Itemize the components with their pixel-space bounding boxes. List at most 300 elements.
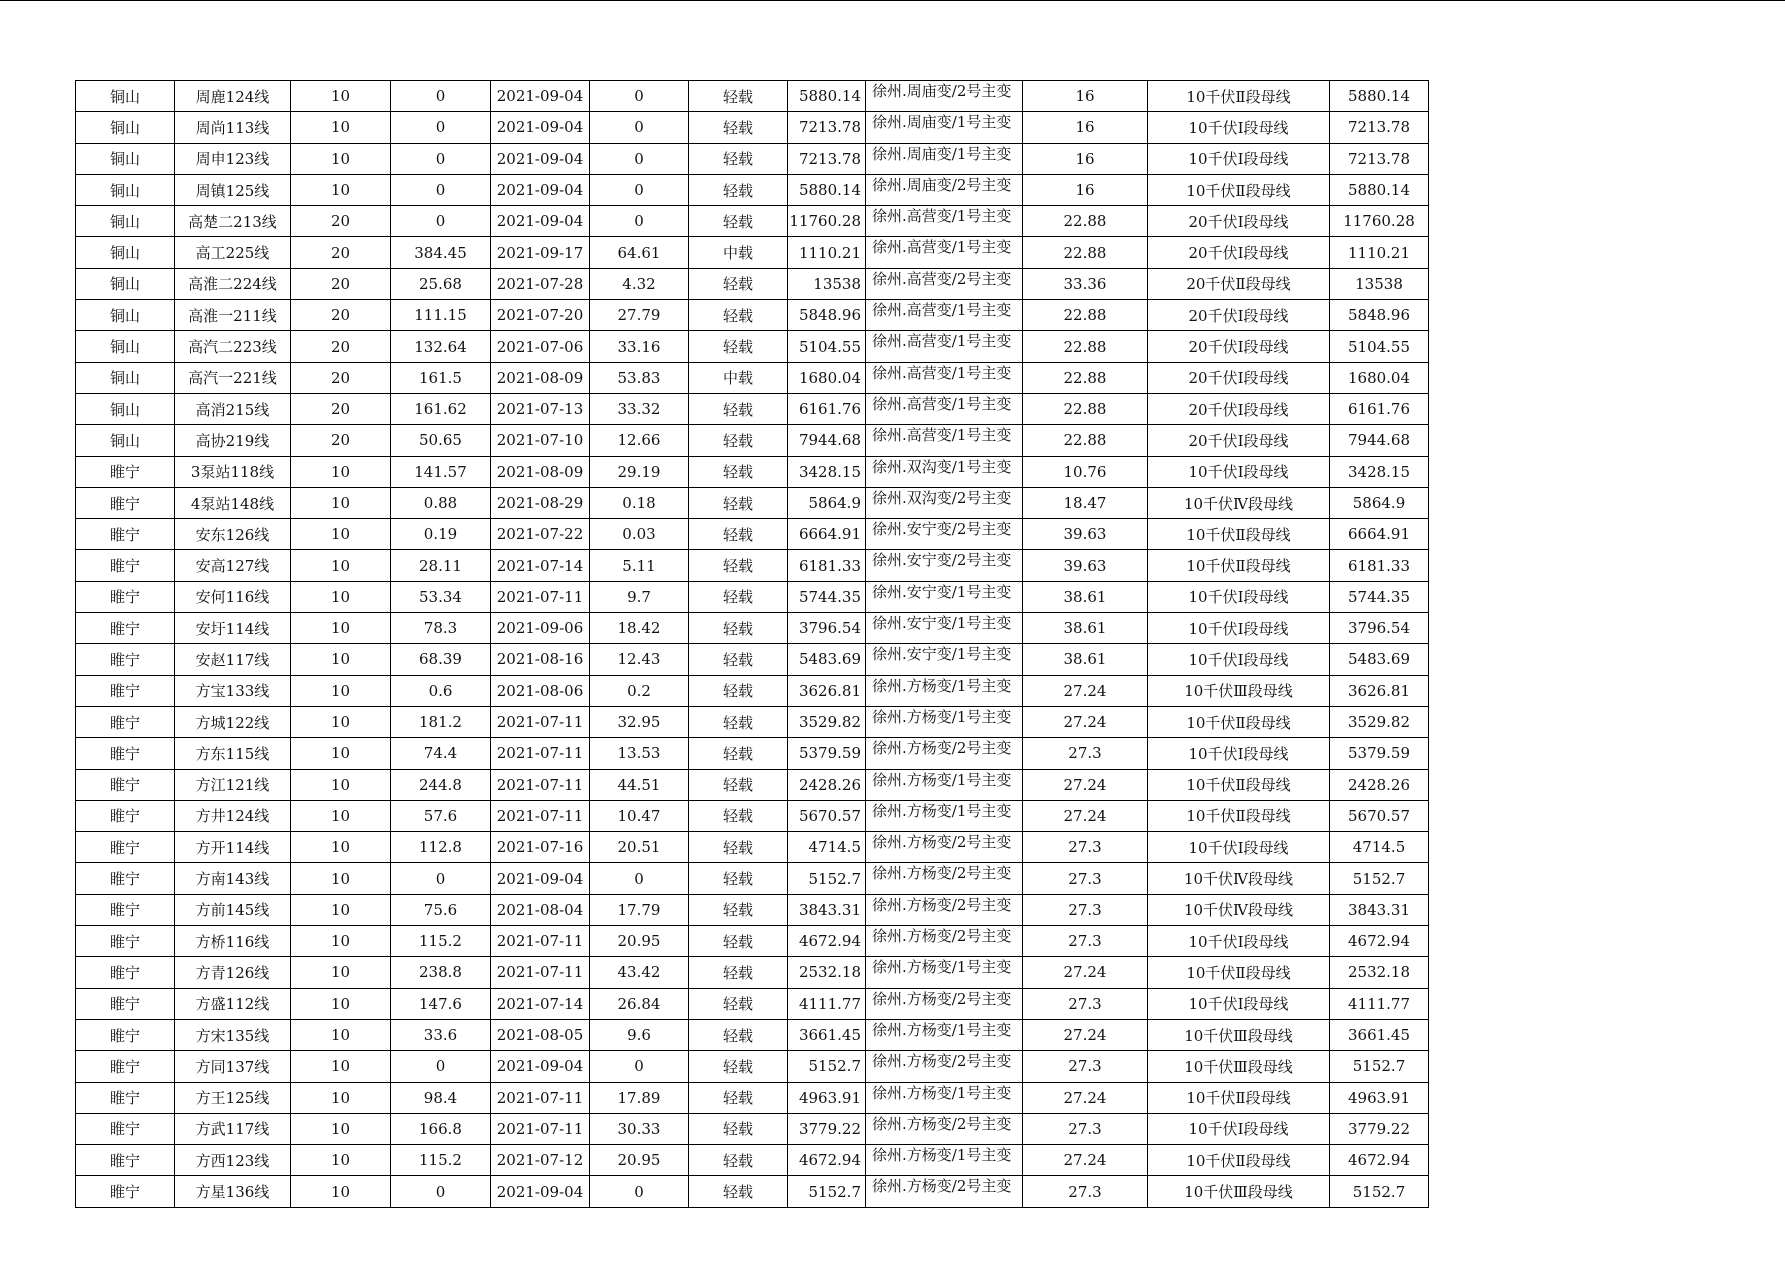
area-cell: 睢宁 [76, 550, 175, 581]
capacity-cell: 5152.7 [788, 1051, 866, 1082]
load-status-cell: 轻载 [689, 1176, 788, 1207]
substation-cell [866, 1176, 1023, 1207]
table-row [76, 957, 1429, 988]
load-status-cell: 中载 [689, 362, 788, 393]
value-cell: 53.34 [391, 581, 491, 612]
date-cell: 2021-09-04 [491, 112, 590, 143]
area-cell: 睢宁 [76, 519, 175, 550]
table-row [76, 644, 1429, 675]
busbar-cell: 10千伏Ⅳ段母线 [1148, 894, 1330, 925]
busbar-cell: 10千伏Ⅱ段母线 [1148, 174, 1330, 205]
table-row [76, 550, 1429, 581]
date-cell: 2021-07-06 [491, 331, 590, 362]
load-status-cell: 轻载 [689, 331, 788, 362]
capacity-cell: 2532.18 [788, 957, 866, 988]
voltage-cell: 20 [291, 425, 391, 456]
table-row [76, 675, 1429, 706]
remaining-capacity-cell: 5104.55 [1330, 331, 1429, 362]
remaining-capacity-cell: 7213.78 [1330, 112, 1429, 143]
busbar-cell: 10千伏Ⅲ段母线 [1148, 1051, 1330, 1082]
line-name-cell: 周镇125线 [175, 174, 291, 205]
date-cell: 2021-07-16 [491, 832, 590, 863]
value-cell: 50.65 [391, 425, 491, 456]
substation-text: 徐州.高营变/1号主变 [872, 207, 1012, 226]
transformer-value-cell: 27.3 [1023, 1176, 1148, 1207]
date-cell: 2021-07-20 [491, 300, 590, 331]
value-cell: 132.64 [391, 331, 491, 362]
capacity-cell: 4672.94 [788, 1145, 866, 1176]
rate-cell: 44.51 [590, 769, 689, 800]
substation-text: 徐州.方杨变/2号主变 [872, 1052, 1012, 1071]
substation-text: 徐州.安宁变/1号主变 [872, 582, 1012, 601]
area-cell: 睢宁 [76, 1051, 175, 1082]
remaining-capacity-cell: 4111.77 [1330, 988, 1429, 1019]
substation-text: 徐州.方杨变/1号主变 [872, 1020, 1012, 1039]
voltage-cell: 10 [291, 769, 391, 800]
capacity-cell: 5744.35 [788, 581, 866, 612]
table-row [76, 425, 1429, 456]
capacity-cell: 6664.91 [788, 519, 866, 550]
remaining-capacity-cell: 4714.5 [1330, 832, 1429, 863]
line-name-cell: 周申123线 [175, 143, 291, 174]
area-cell: 睢宁 [76, 894, 175, 925]
line-name-cell: 3泵站118线 [175, 456, 291, 487]
rate-cell: 20.95 [590, 1145, 689, 1176]
value-cell: 98.4 [391, 1082, 491, 1113]
remaining-capacity-cell: 5864.9 [1330, 487, 1429, 518]
transformer-value-cell: 27.24 [1023, 1019, 1148, 1050]
table-row [76, 706, 1429, 737]
line-name-cell: 安东126线 [175, 519, 291, 550]
remaining-capacity-cell: 5152.7 [1330, 1051, 1429, 1082]
area-cell: 铜山 [76, 425, 175, 456]
rate-cell: 26.84 [590, 988, 689, 1019]
table-row [76, 1019, 1429, 1050]
rate-cell: 0 [590, 863, 689, 894]
capacity-cell: 3796.54 [788, 613, 866, 644]
busbar-cell: 10千伏Ⅲ段母线 [1148, 1176, 1330, 1207]
value-cell: 0.6 [391, 675, 491, 706]
table-row [76, 268, 1429, 299]
value-cell: 141.57 [391, 456, 491, 487]
busbar-cell: 10千伏Ⅰ段母线 [1148, 738, 1330, 769]
date-cell: 2021-09-17 [491, 237, 590, 268]
load-status-cell: 轻载 [689, 393, 788, 424]
substation-text: 徐州.方杨变/2号主变 [872, 1177, 1012, 1196]
remaining-capacity-cell: 11760.28 [1330, 206, 1429, 237]
voltage-cell: 10 [291, 112, 391, 143]
capacity-cell: 11760.28 [788, 206, 866, 237]
date-cell: 2021-07-11 [491, 706, 590, 737]
area-cell: 睢宁 [76, 581, 175, 612]
transformer-value-cell: 22.88 [1023, 425, 1148, 456]
rate-cell: 12.43 [590, 644, 689, 675]
voltage-cell: 10 [291, 581, 391, 612]
substation-text: 徐州.方杨变/1号主变 [872, 1146, 1012, 1165]
busbar-cell: 20千伏Ⅰ段母线 [1148, 237, 1330, 268]
voltage-cell: 10 [291, 1082, 391, 1113]
table-row [76, 206, 1429, 237]
substation-cell [866, 988, 1023, 1019]
transformer-value-cell: 22.88 [1023, 331, 1148, 362]
load-status-cell: 轻载 [689, 957, 788, 988]
transformer-value-cell: 16 [1023, 112, 1148, 143]
rate-cell: 0 [590, 174, 689, 205]
voltage-cell: 10 [291, 487, 391, 518]
voltage-cell: 10 [291, 81, 391, 112]
substation-cell [866, 675, 1023, 706]
remaining-capacity-cell: 7944.68 [1330, 425, 1429, 456]
line-name-cell: 高消215线 [175, 393, 291, 424]
rate-cell: 0 [590, 81, 689, 112]
voltage-cell: 10 [291, 706, 391, 737]
value-cell: 0 [391, 206, 491, 237]
remaining-capacity-cell: 3626.81 [1330, 675, 1429, 706]
area-cell: 睢宁 [76, 706, 175, 737]
rate-cell: 5.11 [590, 550, 689, 581]
transformer-value-cell: 16 [1023, 174, 1148, 205]
busbar-cell: 10千伏Ⅰ段母线 [1148, 581, 1330, 612]
date-cell: 2021-07-11 [491, 800, 590, 831]
line-name-cell: 方宝133线 [175, 675, 291, 706]
date-cell: 2021-09-04 [491, 1051, 590, 1082]
load-status-cell: 轻载 [689, 550, 788, 581]
date-cell: 2021-08-09 [491, 456, 590, 487]
rate-cell: 9.6 [590, 1019, 689, 1050]
remaining-capacity-cell: 7213.78 [1330, 143, 1429, 174]
date-cell: 2021-08-04 [491, 894, 590, 925]
substation-text: 徐州.高营变/1号主变 [872, 394, 1012, 413]
transformer-value-cell: 27.3 [1023, 863, 1148, 894]
table-row [76, 769, 1429, 800]
transformer-value-cell: 22.88 [1023, 393, 1148, 424]
page-top-rule [0, 0, 1785, 1]
substation-cell [866, 581, 1023, 612]
remaining-capacity-cell: 6664.91 [1330, 519, 1429, 550]
capacity-cell: 3626.81 [788, 675, 866, 706]
rate-cell: 0.2 [590, 675, 689, 706]
date-cell: 2021-09-06 [491, 613, 590, 644]
substation-cell [866, 237, 1023, 268]
capacity-cell: 4714.5 [788, 832, 866, 863]
line-name-cell: 周鹿124线 [175, 81, 291, 112]
table-row [76, 1145, 1429, 1176]
rate-cell: 33.32 [590, 393, 689, 424]
voltage-cell: 10 [291, 675, 391, 706]
busbar-cell: 10千伏Ⅰ段母线 [1148, 613, 1330, 644]
value-cell: 0.88 [391, 487, 491, 518]
substation-text: 徐州.方杨变/1号主变 [872, 707, 1012, 726]
date-cell: 2021-08-06 [491, 675, 590, 706]
line-name-cell: 方西123线 [175, 1145, 291, 1176]
voltage-cell: 10 [291, 550, 391, 581]
transformer-value-cell: 27.3 [1023, 832, 1148, 863]
voltage-cell: 10 [291, 644, 391, 675]
value-cell: 0 [391, 112, 491, 143]
area-cell: 铜山 [76, 81, 175, 112]
area-cell: 铜山 [76, 268, 175, 299]
rate-cell: 0 [590, 1051, 689, 1082]
substation-text: 徐州.方杨变/1号主变 [872, 801, 1012, 820]
transformer-value-cell: 27.24 [1023, 957, 1148, 988]
voltage-cell: 10 [291, 988, 391, 1019]
value-cell: 68.39 [391, 644, 491, 675]
transformer-value-cell: 38.61 [1023, 644, 1148, 675]
voltage-cell: 20 [291, 237, 391, 268]
date-cell: 2021-07-12 [491, 1145, 590, 1176]
line-name-cell: 方宋135线 [175, 1019, 291, 1050]
value-cell: 161.62 [391, 393, 491, 424]
value-cell: 78.3 [391, 613, 491, 644]
area-cell: 睢宁 [76, 1113, 175, 1144]
value-cell: 112.8 [391, 832, 491, 863]
busbar-cell: 10千伏Ⅰ段母线 [1148, 644, 1330, 675]
remaining-capacity-cell: 5880.14 [1330, 174, 1429, 205]
remaining-capacity-cell: 6161.76 [1330, 393, 1429, 424]
line-name-cell: 方星136线 [175, 1176, 291, 1207]
line-name-cell: 方东115线 [175, 738, 291, 769]
remaining-capacity-cell: 5483.69 [1330, 644, 1429, 675]
rate-cell: 0 [590, 112, 689, 143]
date-cell: 2021-07-14 [491, 550, 590, 581]
remaining-capacity-cell: 2532.18 [1330, 957, 1429, 988]
substation-text: 徐州.高营变/1号主变 [872, 332, 1012, 351]
rate-cell: 0 [590, 1176, 689, 1207]
busbar-cell: 10千伏Ⅰ段母线 [1148, 1113, 1330, 1144]
substation-cell [866, 393, 1023, 424]
substation-text: 徐州.方杨变/1号主变 [872, 958, 1012, 977]
line-name-cell: 方城122线 [175, 706, 291, 737]
substation-cell [866, 1082, 1023, 1113]
line-name-cell: 高楚二213线 [175, 206, 291, 237]
substation-cell [866, 268, 1023, 299]
substation-text: 徐州.方杨变/1号主变 [872, 676, 1012, 695]
substation-cell [866, 769, 1023, 800]
load-status-cell: 轻载 [689, 1019, 788, 1050]
capacity-cell: 4111.77 [788, 988, 866, 1019]
line-name-cell: 方武117线 [175, 1113, 291, 1144]
remaining-capacity-cell: 3428.15 [1330, 456, 1429, 487]
capacity-cell: 7213.78 [788, 143, 866, 174]
area-cell: 睢宁 [76, 926, 175, 957]
load-status-cell: 轻载 [689, 738, 788, 769]
substation-cell [866, 174, 1023, 205]
load-status-cell: 轻载 [689, 268, 788, 299]
value-cell: 0 [391, 863, 491, 894]
capacity-cell: 6161.76 [788, 393, 866, 424]
value-cell: 161.5 [391, 362, 491, 393]
substation-cell [866, 957, 1023, 988]
voltage-cell: 10 [291, 519, 391, 550]
substation-text: 徐州.方杨变/2号主变 [872, 833, 1012, 852]
table-row [76, 362, 1429, 393]
capacity-cell: 7213.78 [788, 112, 866, 143]
substation-cell [866, 206, 1023, 237]
rate-cell: 32.95 [590, 706, 689, 737]
date-cell: 2021-08-05 [491, 1019, 590, 1050]
load-status-cell: 中载 [689, 237, 788, 268]
table-row [76, 81, 1429, 112]
voltage-cell: 10 [291, 143, 391, 174]
remaining-capacity-cell: 5848.96 [1330, 300, 1429, 331]
substation-text: 徐州.高营变/1号主变 [872, 238, 1012, 257]
load-status-cell: 轻载 [689, 300, 788, 331]
transformer-value-cell: 39.63 [1023, 550, 1148, 581]
area-cell: 铜山 [76, 362, 175, 393]
rate-cell: 33.16 [590, 331, 689, 362]
substation-text: 徐州.周庙变/2号主变 [872, 175, 1012, 194]
date-cell: 2021-09-04 [491, 81, 590, 112]
remaining-capacity-cell: 13538 [1330, 268, 1429, 299]
capacity-cell: 5152.7 [788, 863, 866, 894]
busbar-cell: 10千伏Ⅱ段母线 [1148, 1082, 1330, 1113]
table-row [76, 174, 1429, 205]
line-name-cell: 方同137线 [175, 1051, 291, 1082]
load-status-cell: 轻载 [689, 706, 788, 737]
area-cell: 睢宁 [76, 832, 175, 863]
value-cell: 0 [391, 1051, 491, 1082]
table-row [76, 613, 1429, 644]
rate-cell: 12.66 [590, 425, 689, 456]
value-cell: 33.6 [391, 1019, 491, 1050]
table-row [76, 112, 1429, 143]
line-name-cell: 方江121线 [175, 769, 291, 800]
line-name-cell: 方桥116线 [175, 926, 291, 957]
rate-cell: 0.18 [590, 487, 689, 518]
value-cell: 166.8 [391, 1113, 491, 1144]
area-cell: 睢宁 [76, 738, 175, 769]
busbar-cell: 10千伏Ⅰ段母线 [1148, 926, 1330, 957]
load-status-cell: 轻载 [689, 456, 788, 487]
busbar-cell: 10千伏Ⅲ段母线 [1148, 1019, 1330, 1050]
substation-cell [866, 81, 1023, 112]
area-cell: 睢宁 [76, 675, 175, 706]
date-cell: 2021-07-13 [491, 393, 590, 424]
transformer-value-cell: 22.88 [1023, 362, 1148, 393]
line-name-cell: 方井124线 [175, 800, 291, 831]
capacity-cell: 6181.33 [788, 550, 866, 581]
substation-text: 徐州.方杨变/2号主变 [872, 927, 1012, 946]
line-name-cell: 高协219线 [175, 425, 291, 456]
substation-cell [866, 894, 1023, 925]
substation-cell [866, 832, 1023, 863]
rate-cell: 0 [590, 206, 689, 237]
substation-text: 徐州.安宁变/1号主变 [872, 614, 1012, 633]
value-cell: 244.8 [391, 769, 491, 800]
table-row [76, 832, 1429, 863]
remaining-capacity-cell: 5152.7 [1330, 863, 1429, 894]
substation-text: 徐州.安宁变/2号主变 [872, 551, 1012, 570]
transformer-value-cell: 27.24 [1023, 800, 1148, 831]
busbar-cell: 10千伏Ⅱ段母线 [1148, 769, 1330, 800]
rate-cell: 17.89 [590, 1082, 689, 1113]
capacity-cell: 1110.21 [788, 237, 866, 268]
remaining-capacity-cell: 4672.94 [1330, 1145, 1429, 1176]
area-cell: 睢宁 [76, 769, 175, 800]
table-row [76, 988, 1429, 1019]
load-status-cell: 轻载 [689, 143, 788, 174]
rate-cell: 43.42 [590, 957, 689, 988]
rate-cell: 27.79 [590, 300, 689, 331]
table-body [76, 81, 1429, 1208]
capacity-cell: 3529.82 [788, 706, 866, 737]
busbar-cell: 20千伏Ⅰ段母线 [1148, 206, 1330, 237]
load-status-cell: 轻载 [689, 769, 788, 800]
table-row [76, 143, 1429, 174]
substation-cell [866, 550, 1023, 581]
remaining-capacity-cell: 4963.91 [1330, 1082, 1429, 1113]
voltage-cell: 20 [291, 331, 391, 362]
transformer-value-cell: 27.24 [1023, 675, 1148, 706]
transformer-value-cell: 27.3 [1023, 1051, 1148, 1082]
area-cell: 铜山 [76, 174, 175, 205]
load-status-cell: 轻载 [689, 675, 788, 706]
table-row [76, 926, 1429, 957]
capacity-cell: 5848.96 [788, 300, 866, 331]
area-cell: 铜山 [76, 206, 175, 237]
voltage-cell: 10 [291, 174, 391, 205]
substation-text: 徐州.高营变/2号主变 [872, 269, 1012, 288]
load-status-cell: 轻载 [689, 425, 788, 456]
date-cell: 2021-07-11 [491, 769, 590, 800]
remaining-capacity-cell: 3779.22 [1330, 1113, 1429, 1144]
table-row [76, 1113, 1429, 1144]
substation-text: 徐州.安宁变/1号主变 [872, 645, 1012, 664]
capacity-cell: 3428.15 [788, 456, 866, 487]
rate-cell: 17.79 [590, 894, 689, 925]
rate-cell: 29.19 [590, 456, 689, 487]
value-cell: 115.2 [391, 926, 491, 957]
remaining-capacity-cell: 3661.45 [1330, 1019, 1429, 1050]
date-cell: 2021-07-14 [491, 988, 590, 1019]
substation-cell [866, 112, 1023, 143]
transformer-value-cell: 22.88 [1023, 300, 1148, 331]
line-name-cell: 高汽二223线 [175, 331, 291, 362]
load-status-cell: 轻载 [689, 1082, 788, 1113]
area-cell: 铜山 [76, 393, 175, 424]
substation-text: 徐州.方杨变/1号主变 [872, 1083, 1012, 1102]
remaining-capacity-cell: 4672.94 [1330, 926, 1429, 957]
line-name-cell: 高工225线 [175, 237, 291, 268]
voltage-cell: 10 [291, 1145, 391, 1176]
area-cell: 睢宁 [76, 1019, 175, 1050]
transformer-value-cell: 10.76 [1023, 456, 1148, 487]
date-cell: 2021-07-11 [491, 738, 590, 769]
voltage-cell: 10 [291, 1113, 391, 1144]
area-cell: 睢宁 [76, 988, 175, 1019]
transformer-value-cell: 27.24 [1023, 769, 1148, 800]
substation-cell [866, 143, 1023, 174]
busbar-cell: 20千伏Ⅱ段母线 [1148, 268, 1330, 299]
area-cell: 睢宁 [76, 1145, 175, 1176]
line-name-cell: 方盛112线 [175, 988, 291, 1019]
voltage-cell: 10 [291, 613, 391, 644]
table-row [76, 894, 1429, 925]
capacity-cell: 5152.7 [788, 1176, 866, 1207]
remaining-capacity-cell: 5670.57 [1330, 800, 1429, 831]
area-cell: 铜山 [76, 237, 175, 268]
substation-cell [866, 613, 1023, 644]
busbar-cell: 10千伏Ⅱ段母线 [1148, 519, 1330, 550]
capacity-cell: 2428.26 [788, 769, 866, 800]
substation-cell [866, 1019, 1023, 1050]
remaining-capacity-cell: 2428.26 [1330, 769, 1429, 800]
voltage-cell: 10 [291, 832, 391, 863]
capacity-cell: 5880.14 [788, 81, 866, 112]
substation-text: 徐州.周庙变/1号主变 [872, 144, 1012, 163]
capacity-cell: 5483.69 [788, 644, 866, 675]
line-name-cell: 高淮一211线 [175, 300, 291, 331]
